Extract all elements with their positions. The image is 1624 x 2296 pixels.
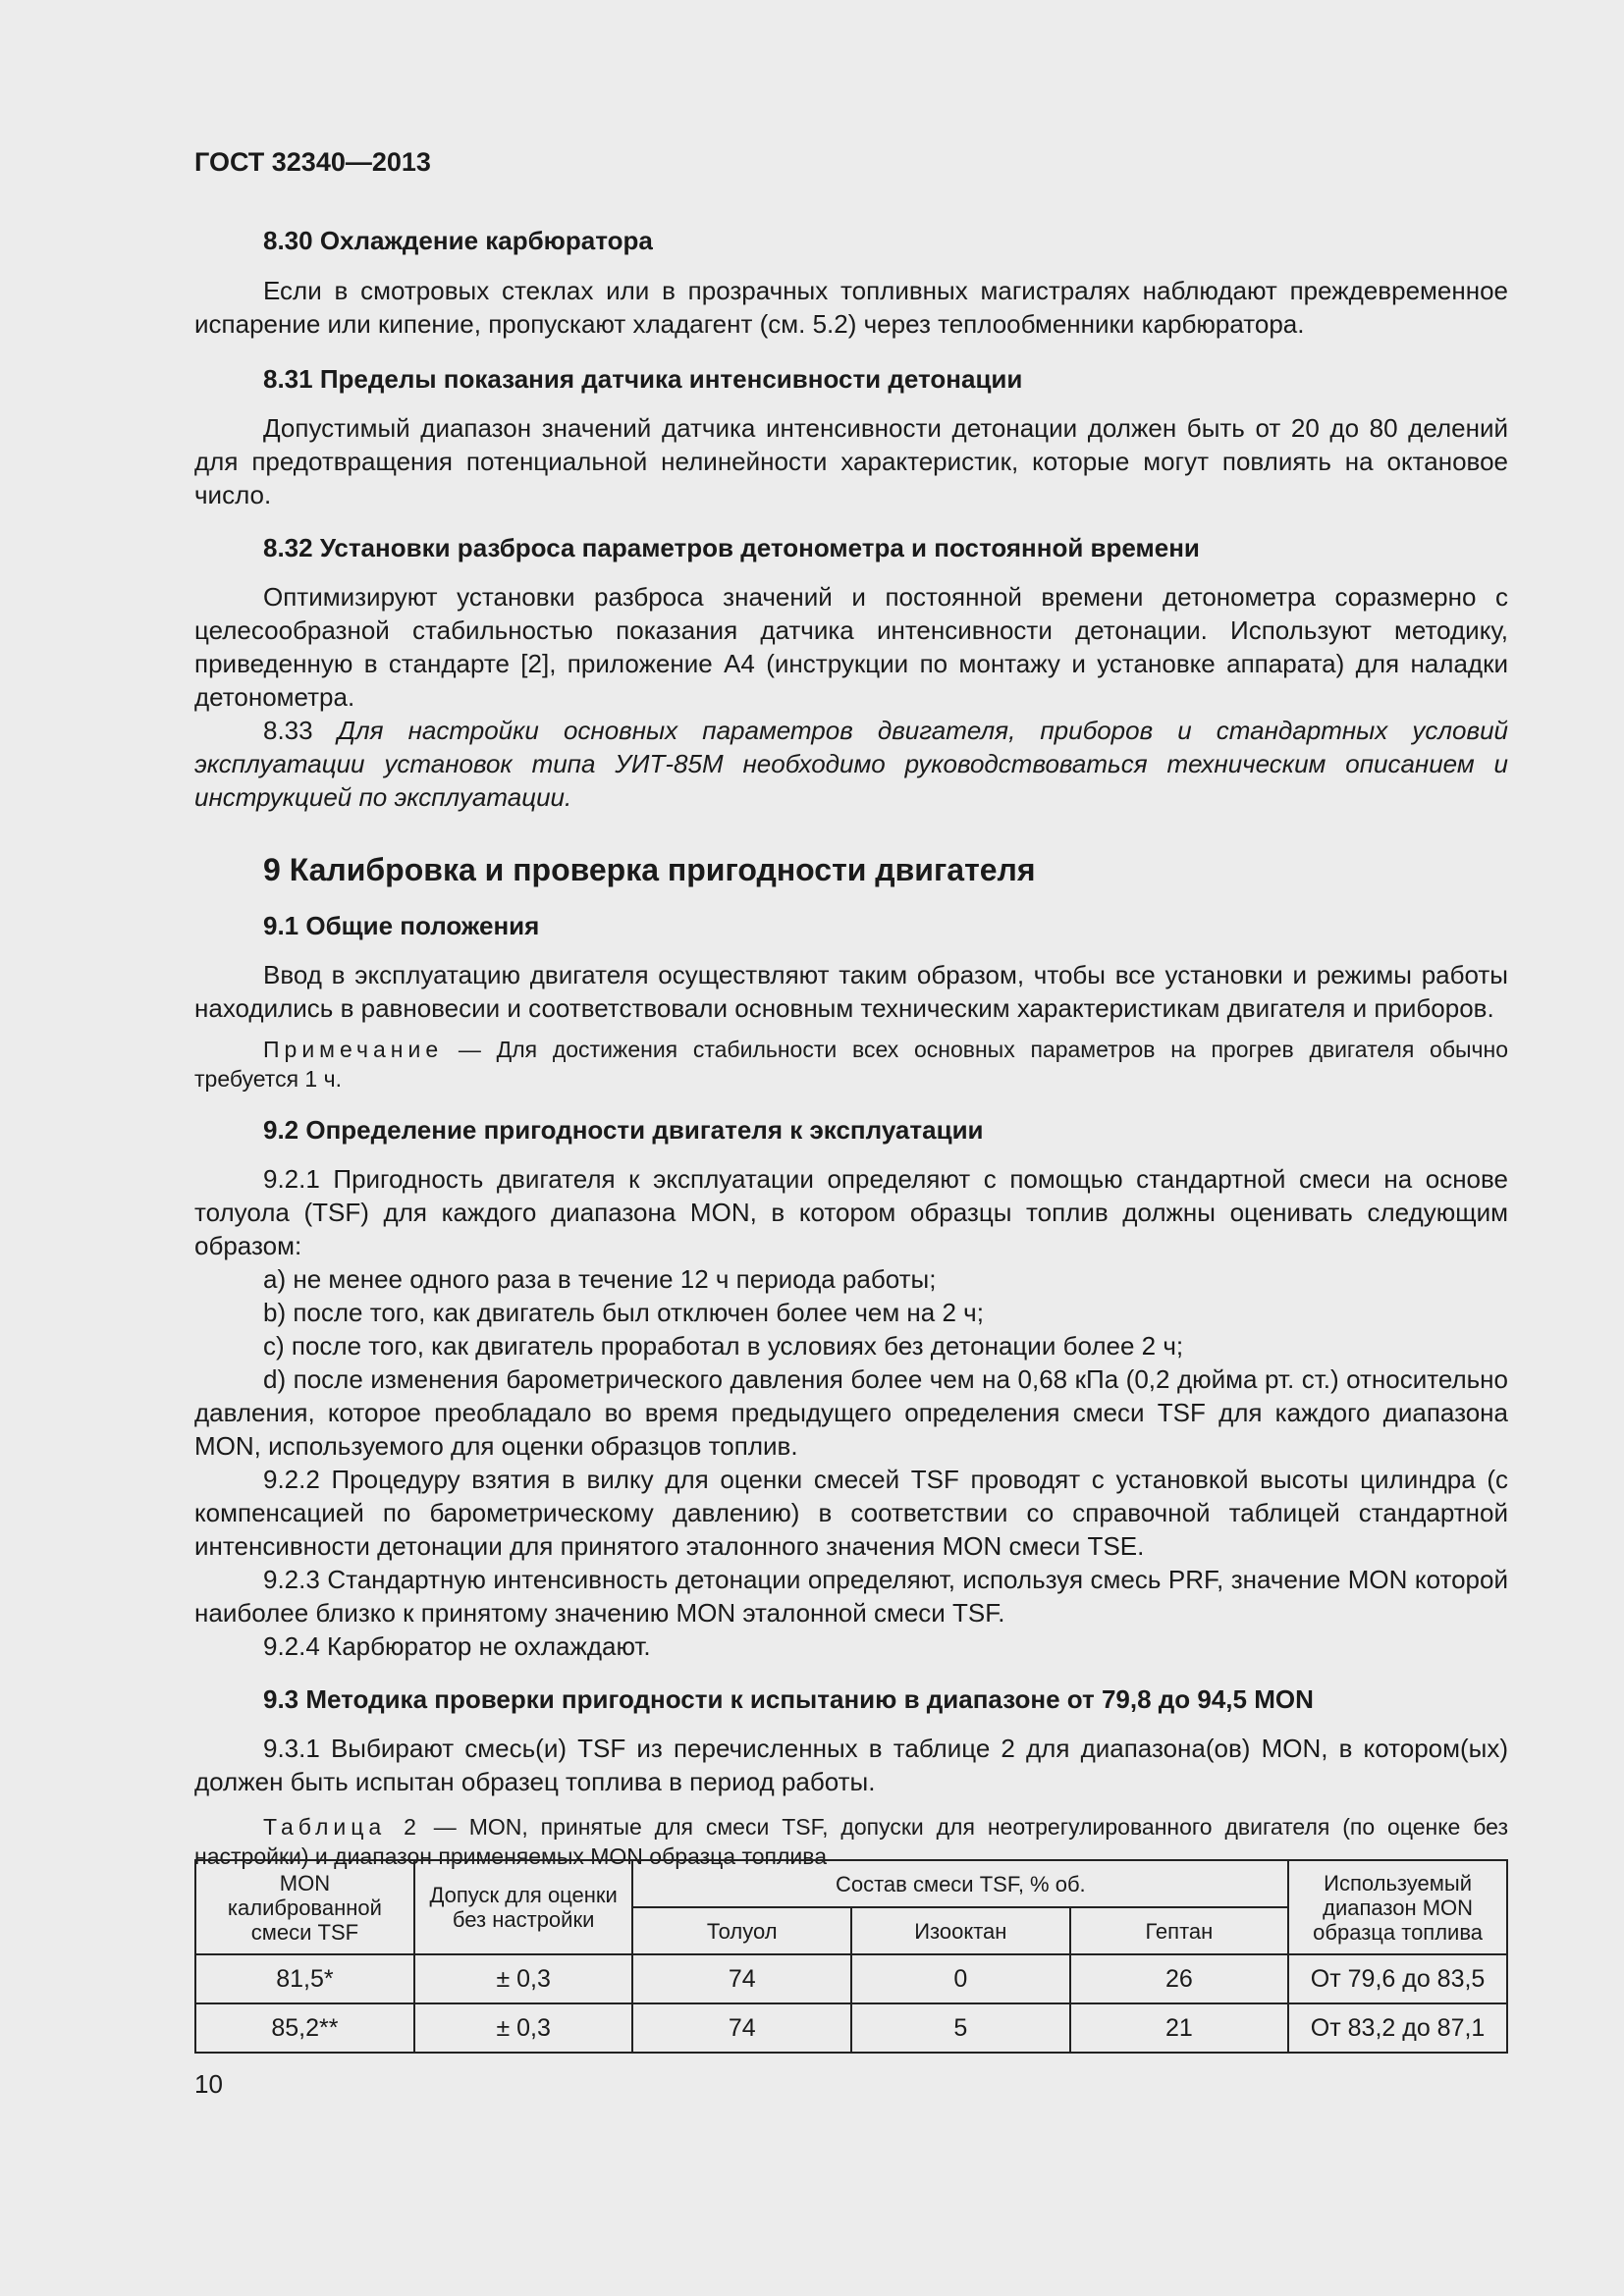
header-tolerance: Допуск для оценки без настройки <box>414 1860 633 1954</box>
section-9-2-2: 9.2.2 Процедуру взятия в вилку для оценки смесей TSF проводят с установкой высоты цилиндра (с компенсацией по барометрическому давлению) в соответствии со справочной таблицей стандартной интенсивности детонации для принятого эталонного значения MON смеси TSE. <box>194 1465 1508 1561</box>
cell-heptane: 26 <box>1070 1954 1289 2003</box>
section-8-32-text: Оптимизируют установки разброса значений и постоянной времени детонометра соразмерно с целесообразной стабильностью показания датчика интенсивности детонации. Используют методику, приведенную в стандарте [2], приложение А4 (инструкции по монтажу и установке аппарата) для наладки детонометра. <box>194 582 1508 712</box>
section-9-1-note <box>194 1035 1508 1094</box>
note-text: — Для достижения стабильности всех основных параметров на прогрев двигателя обычно требуется 1 ч. <box>194 1037 1508 1092</box>
cell-tolerance: ± 0,3 <box>414 1954 633 2003</box>
table-row <box>195 1954 1507 2003</box>
cell-mon: 85,2** <box>195 2003 414 2053</box>
section-9-1-text: Ввод в эксплуатацию двигателя осуществляют таким образом, чтобы все установки и режимы работы находились в равновесии и соответствовали основным техническим характеристикам двигателя и приборов. <box>194 960 1508 1023</box>
note-label: Примечание <box>263 1037 444 1062</box>
section-8-31-title: 8.31 Пределы показания датчика интенсивности детонации <box>263 364 1023 394</box>
table-2 <box>194 1859 1508 2054</box>
section-8-30-text: Если в смотровых стеклах или в прозрачных топливных магистралях наблюдают преждевременное испарение или кипение, пропускают хладагент (см. 5.2) через теплообменники карбюратора. <box>194 276 1508 339</box>
page-number: 10 <box>194 2069 223 2099</box>
section-9-3-title: 9.3 Методика проверки пригодности к испытанию в диапазоне от 79,8 до 94,5 MON <box>263 1684 1314 1714</box>
section-9-2-1: 9.2.1 Пригодность двигателя к эксплуатации определяют с помощью стандартной смеси на основе толуола (TSF) для каждого диапазона MON, в котором образцы топлив должны оценивать следующим образом: <box>194 1164 1508 1260</box>
section-9-title: 9 Калибровка и проверка пригодности двигателя <box>263 852 1036 887</box>
body-block-8 <box>194 224 1508 814</box>
cell-mon: 81,5* <box>195 1954 414 2003</box>
header-composition: Состав смеси TSF, % об. <box>632 1860 1288 1907</box>
section-8-33-number: 8.33 <box>263 716 313 745</box>
section-8-32-title: 8.32 Установки разброса параметров детонометра и постоянной времени <box>263 533 1200 562</box>
cell-tolerance: ± 0,3 <box>414 2003 633 2053</box>
section-9-1-title: 9.1 Общие положения <box>263 911 540 940</box>
table-2-label: Таблица 2 <box>263 1814 421 1840</box>
cell-toluene: 74 <box>632 2003 851 2053</box>
body-block-9 <box>194 850 1508 1871</box>
header-range: Используемый диапазон MON образца топлива <box>1288 1860 1507 1954</box>
header-mon: MON калиброванной смеси TSF <box>195 1860 414 1954</box>
cell-range: От 83,2 до 87,1 <box>1288 2003 1507 2053</box>
section-9-2-4: 9.2.4 Карбюратор не охлаждают. <box>263 1631 651 1661</box>
document-code: ГОСТ 32340—2013 <box>194 147 431 177</box>
section-8-30-title: 8.30 Охлаждение карбюратора <box>263 226 653 255</box>
table-2-caption-text: — MON, принятые для смеси TSF, допуски для неотрегулированного двигателя (по оценке без настройки) и диапазон применяемых MON образца топлива <box>194 1814 1509 1869</box>
header-isooctane: Изооктан <box>851 1907 1070 1954</box>
section-8-31-text: Допустимый диапазон значений датчика интенсивности детонации должен быть от 20 до 80 делений для предотвращения потенциальной нелинейности характеристик, которые могут повлиять на октановое число. <box>194 413 1508 509</box>
header-heptane: Гептан <box>1070 1907 1289 1954</box>
cell-range: От 79,6 до 83,5 <box>1288 1954 1507 2003</box>
list-item-a: a) не менее одного раза в течение 12 ч периода работы; <box>263 1264 937 1294</box>
section-9-3-1: 9.3.1 Выбирают смесь(и) TSF из перечисленных в таблице 2 для диапазона(ов) MON, в котором(ых) должен быть испытан образец топлива в период работы. <box>194 1734 1508 1796</box>
section-8-33-paragraph <box>194 714 1508 814</box>
cell-toluene: 74 <box>632 1954 851 2003</box>
list-item-b: b) после того, как двигатель был отключен более чем на 2 ч; <box>263 1298 984 1327</box>
cell-isooctane: 5 <box>851 2003 1070 2053</box>
table-row <box>195 2003 1507 2053</box>
section-9-2-title: 9.2 Определение пригодности двигателя к эксплуатации <box>263 1115 984 1145</box>
list-item-c: c) после того, как двигатель проработал в условиях без детонации более 2 ч; <box>263 1331 1184 1361</box>
header-toluene: Толуол <box>632 1907 851 1954</box>
list-item-d: d) после изменения барометрического давления более чем на 0,68 кПа (0,2 дюйма рт. ст.) относительно давления, которое преобладало во время предыдущего определения смеси TSF для каждого диапазона MON, используемого для оценки образцов топлив. <box>194 1364 1508 1461</box>
section-9-2-3: 9.2.3 Стандартную интенсивность детонации определяют, используя смесь PRF, значение MON которой наиболее близко к принятому значению MON эталонной смеси TSF. <box>194 1565 1508 1628</box>
cell-heptane: 21 <box>1070 2003 1289 2053</box>
cell-isooctane: 0 <box>851 1954 1070 2003</box>
section-8-33-text: Для настройки основных параметров двигателя, приборов и стандартных условий эксплуатации установок типа УИТ-85М необходимо руководствоваться техническим описанием и инструкцией по эксплуатации. <box>194 716 1508 812</box>
